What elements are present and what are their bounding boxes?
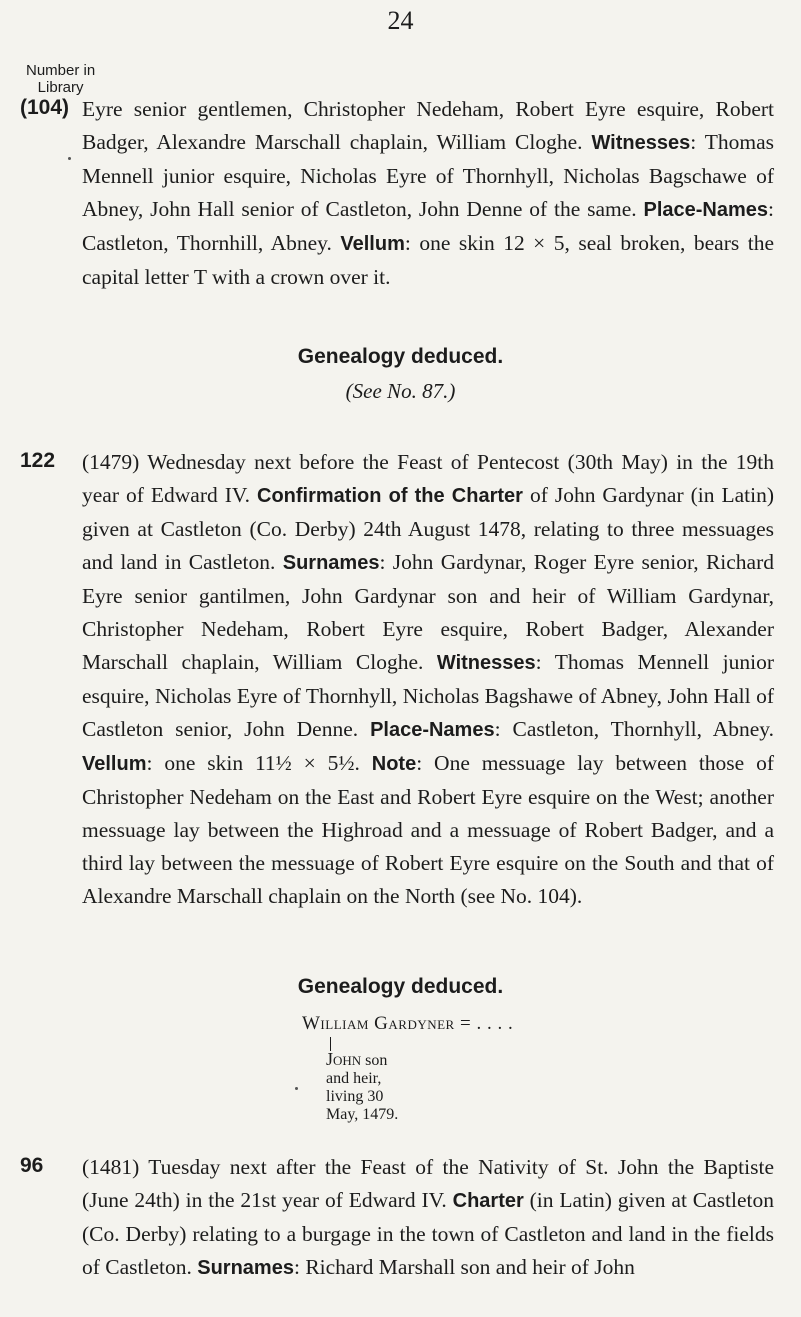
vellum-label: Vellum bbox=[82, 753, 147, 775]
entry-number-122: 122 bbox=[20, 449, 56, 472]
entry-122-text-7: : One messuage lay between those of Christopher Nedeham on the East and Robert Eyre esquire on the West; another messuage lay between the Highroad and a messuage of Robert Badger, and a third lay between the messuage of Robert Eyre esquire on the South and that of Alexandre Marschall chaplain on the North (see No. 104). bbox=[82, 751, 774, 908]
entry-122-text-1: (1479) Wednesday next before the Feast of Pentecost (30th May) in the 19th year of Edward IV. bbox=[82, 450, 774, 507]
margin-label-line-1: Number in bbox=[26, 62, 96, 79]
tree-child-line-1: son bbox=[365, 1052, 388, 1069]
place-names-label: Place-Names bbox=[643, 199, 769, 221]
page-number: 24 bbox=[387, 6, 414, 35]
entry-104-text-2: : Thomas Mennell junior esquire, Nicholas Eyre of Thornhyll, Nicholas Bagschawe of Abney, John Hall senior of Castleton, John Denne of the same. bbox=[82, 130, 775, 221]
entry-104-text-4: : one skin 12 × 5, seal broken, bears the capital letter T with a crown over it. bbox=[82, 231, 775, 289]
entry-122-text-2: of John Gardynar (in Latin) given at Castleton (Co. Derby) 24th August 1478, relating to three messuages and land in Castleton. bbox=[82, 483, 774, 574]
vellum-label: Vellum bbox=[340, 233, 405, 255]
tree-child-line-2: and heir, bbox=[326, 1070, 382, 1087]
charter-label: Charter bbox=[452, 1190, 524, 1212]
entry-96-text-2: (in Latin) given at Castleton (Co. Derby) relating to a burgage in the town of Castleton and land in the fields of Castleton. bbox=[82, 1188, 775, 1279]
tree-child-name: John bbox=[326, 1049, 362, 1069]
witnesses-label: Witnesses bbox=[436, 652, 536, 674]
confirmation-label: Confirmation of the Charter bbox=[257, 485, 523, 507]
witnesses-label: Witnesses bbox=[591, 132, 691, 154]
genealogy-tree-child bbox=[326, 1050, 398, 1124]
entry-122-text bbox=[82, 446, 774, 913]
surnames-label: Surnames bbox=[197, 1257, 294, 1279]
entry-number-104: (104) bbox=[20, 96, 70, 119]
margin-label bbox=[26, 62, 95, 96]
entry-96-text bbox=[82, 1151, 774, 1285]
entry-122-text-3: : John Gardynar, Roger Eyre senior, Richard Eyre senior gantilmen, John Gardynar son and heir of William Gardynar, Christopher Nedeham, Robert Eyre esquire, Robert Badger, Alexander Marschall chaplain, William Cloghe. bbox=[82, 550, 775, 674]
tree-child-line-4: May, 1479. bbox=[326, 1106, 399, 1123]
entry-96-text-1: (1481) Tuesday next after the Feast of the Nativity of St. John the Baptiste (June 24th) in the 21st year of Edward IV. bbox=[82, 1155, 774, 1212]
print-speck bbox=[295, 1087, 298, 1090]
tree-child-line-3: living 30 bbox=[326, 1088, 384, 1105]
note-label: Note bbox=[371, 753, 417, 775]
entry-104-text bbox=[82, 93, 774, 294]
place-names-label: Place-Names bbox=[370, 719, 495, 741]
print-speck bbox=[68, 157, 71, 160]
margin-label-line-2: Library bbox=[37, 79, 84, 96]
entry-number-96: 96 bbox=[20, 1154, 44, 1177]
genealogy-tree-parent: William Gardyner = . . . . bbox=[302, 1013, 514, 1034]
entry-122-text-5: : Castleton, Thornhyll, Abney. bbox=[494, 717, 775, 741]
genealogy-heading-104: Genealogy deduced. bbox=[297, 345, 504, 368]
surnames-label: Surnames bbox=[282, 552, 380, 574]
genealogy-heading-122: Genealogy deduced. bbox=[297, 975, 504, 998]
entry-104-text-3: : Castleton, Thornhill, Abney. bbox=[82, 197, 774, 255]
entry-122-text-6: : one skin 11½ × 5½. bbox=[146, 751, 360, 775]
entry-104-text-1: Eyre senior gentlemen, Christopher Nedeham, Robert Eyre esquire, Robert Badger, Alexandre Marschall chaplain, William Cloghe. bbox=[82, 97, 774, 154]
entry-122-text-4: : Thomas Mennell junior esquire, Nicholas Eyre of Thornhyll, Nicholas Bagshawe of Abney, John Hall of Castleton senior, John Denne. bbox=[82, 650, 775, 741]
see-reference: (See No. 87.) bbox=[345, 379, 456, 403]
entry-96-text-3: : Richard Marshall son and heir of John bbox=[293, 1255, 635, 1279]
